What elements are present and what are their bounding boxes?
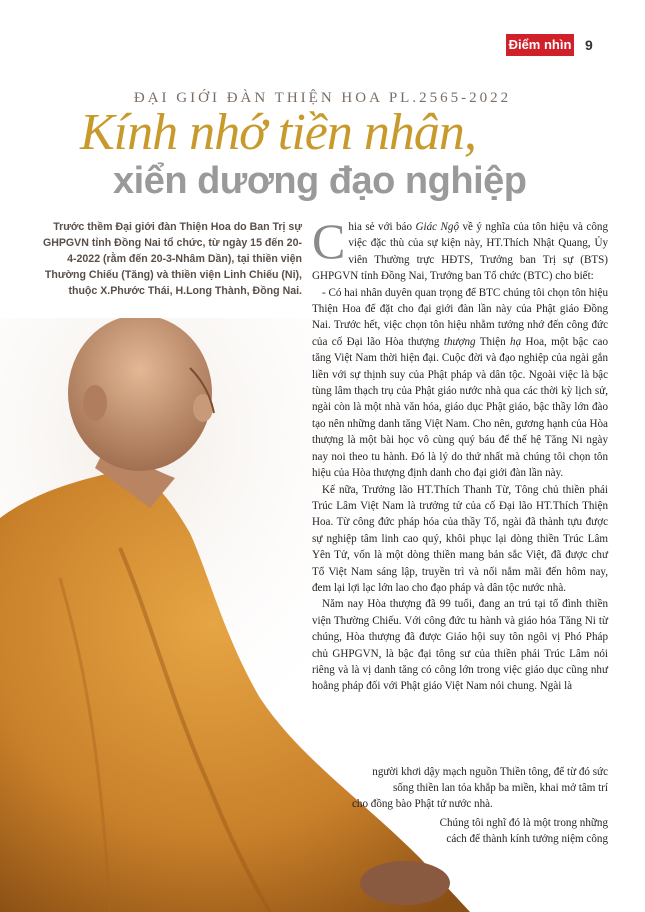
body-paragraph: Chia sẻ với báo Giác Ngộ về ý nghĩa của tôn hiệu và công việc đặc thù của sự kiện này, HT.Thích Nhật Quang, Ủy viên Thường trực HĐTS, Trưởng ban Trị sự (BTS) GHPGVN tỉnh Đồng Nai, Trưởng ban Tổ chức (BTC) cho biết: bbox=[312, 213, 608, 283]
article-kicker: ĐẠI GIỚI ĐÀN THIỆN HOA PL.2565-2022 bbox=[133, 90, 512, 106]
body-line: cho đồng bào Phật tử nước nhà. bbox=[352, 798, 493, 810]
article-body bbox=[312, 213, 608, 695]
page-number: 9 bbox=[585, 37, 593, 53]
body-line: cách để thành kính tưởng niệm công bbox=[446, 833, 608, 845]
body-paragraph: Năm nay Hòa thượng đã 99 tuổi, đang an trú tại tổ đình thiền viện Thường Chiếu. Với công đức tu hành và giáo hóa Tăng Ni từ chúng, Hòa thượng đã được Giáo hội suy tôn ngôi vị Phó Pháp chủ GHPGVN, là bậc đại tông sư của thiền phái Trúc Lâm nói riêng và là vị danh tăng có công lớn trong việc giáo dục cũng như hoằng pháp đối với Phật giáo Việt Nam nói chung. Ngài là bbox=[312, 598, 608, 693]
article-subtitle: xiển dương đạo nghiệp bbox=[113, 160, 527, 202]
body-line: Chúng tôi nghĩ đó là một trong những bbox=[439, 817, 608, 829]
body-line: sống thiền lan tỏa khắp ba miền, khai mở tâm trí bbox=[392, 782, 608, 794]
body-line: người khơi dậy mạch nguồn Thiền tông, để từ đó sức bbox=[372, 766, 608, 778]
article-lead: Trước thềm Đại giới đàn Thiện Hoa do Ban Trị sự GHPGVN tỉnh Đồng Nai tổ chức, từ ngày 15 đến 20-4-2022 (rằm đến 20-3-Nhâm Dần), tại thiền viện Thường Chiếu (Tăng) và thiền viện Linh Chiếu (Ni), thuộc X.Phước Thái, H.Long Thành, Đồng Nai. bbox=[42, 221, 302, 297]
drop-cap: C bbox=[312, 213, 346, 269]
body-paragraph: Kế nữa, Trưởng lão HT.Thích Thanh Từ, Tông chủ thiền phái Trúc Lâm Việt Nam là trưởng tử của cố Đại lão HT.Thích Thiện Hoa. Từ công đức pháp hóa của thầy Tổ, ngài đã thành tựu được sự nghiệp tâm linh cao quý, khôi phục lại dòng thiền Trúc Lâm Yên Tử, vốn là một dòng thiền mang bản sắc Việt, đã được chư Tổ Việt Nam sáng lập, truyền trì và nối nắm mãi đến hôm nay, đem lại lợi lạc lớn lao cho đạo pháp và dân tộc nước nhà. bbox=[312, 483, 608, 594]
section-tag: Điểm nhìn bbox=[506, 34, 574, 56]
article-title: Kính nhớ tiền nhân, bbox=[80, 104, 476, 161]
body-paragraph: - Có hai nhân duyên quan trọng để BTC chúng tôi chọn tôn hiệu Thiện Hoa để đặt cho đại giới đàn lần này của Phật giáo Đồng Nai. Trước hết, việc chọn tôn hiệu nhằm tưởng nhớ đến công đức của cố Đại lão Hòa thượng thượng Thiện hạ Hoa, một bậc cao tăng Việt Nam thời hiện đại. Cuộc đời và đạo nghiệp của ngài gắn liền với sự thịnh suy của Phật pháp và dân tộc. Ngoài việc là bậc tùng lâm thạch trụ của Phật giáo nước nhà qua các thời kỳ lịch sử, ngài còn là một nhà văn hóa, giáo dục Phật giáo, bậc thầy lớn đào tạo nên những danh tăng Việt Nam. Cho nên, gương hạnh của Hòa thượng là một bài học vô cùng quý báu để thế hệ Tăng Ni ngày nay noi theo tu hành. Đó là lý do thứ nhất mà chúng tôi chọn tôn hiệu của Hòa thượng định danh cho đại giới đàn lần này. bbox=[312, 286, 608, 480]
